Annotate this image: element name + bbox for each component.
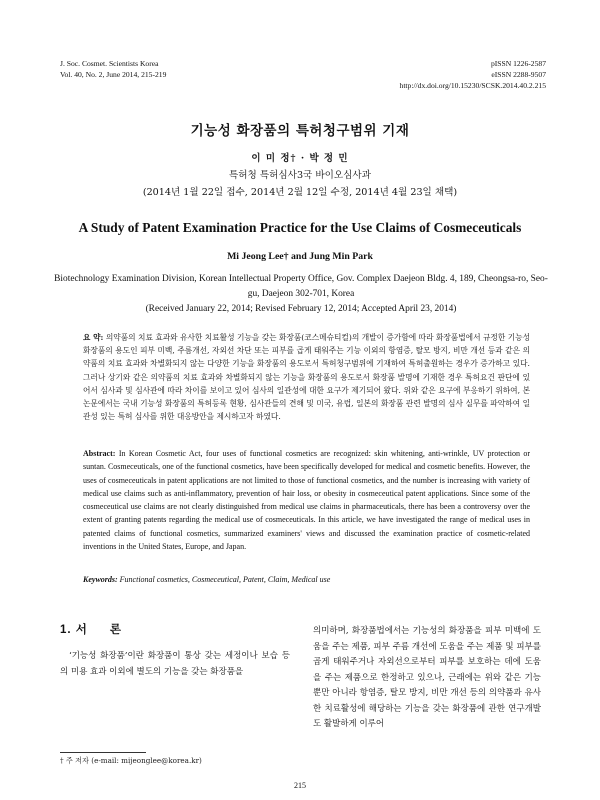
left-column xyxy=(60,621,290,680)
section-number: 1. 서 xyxy=(60,624,88,636)
english-abstract xyxy=(83,447,530,553)
footnote: † 주 저자 (e-mail: mijeonglee@korea.kr) xyxy=(60,756,202,765)
english-affiliation: Biotechnology Examination Division, Korean Intellectual Property Office, Gov. Complex Daejeon Bldg. 4, 189, Cheongsa-ro, Seo-gu, Daejeon 302-701, Korea xyxy=(54,274,548,299)
footnote-divider xyxy=(60,752,146,753)
korean-abstract xyxy=(83,331,530,423)
eissn: eISSN 2288-9507 xyxy=(491,70,546,79)
korean-affiliation-block xyxy=(0,167,600,201)
intro-paragraph-right: 의미하며, 화장품법에서는 기능성의 화장품을 피부 미백에 도움을 주는 제품, 피부 주름 개선에 도움을 주는 제품 및 피부를 곱게 태워주거나 자외선으로부터 피부를 보호하는 데에 도움을 주는 제품으로 한정하고 있으나, 근래에는 위와 같은 기능뿐만 아니라 항염증, 탈모 방지, 비만 개선 등의 의약품과 유사한 치료활성에 해당하는 기능을 갖는 화장품에 관한 연구개발도 활발하게 이루어 xyxy=(313,626,541,729)
abstract-text: In Korean Cosmetic Act, four uses of functional cosmetics are recognized: skin whitening, anti-wrinkle, UV protection or suntan. Cosmeceuticals, one of the functional cosmetics, have been specifically developed for medical and cosmetic benefits. However, the uses of cosmeceuticals in patent applications are not limited to those of functional cosmetics, and the number is increasing with variety of medical use claims such as anti-inflammatory, prevention of hair loss, or obesity in cosmeceutical patent applications. Since some of the cosmeceutical use claims are not clearly distinguished from medical use claims in pharmaceuticals, there has been a controversy over the extent of granting patents regarding the medical use of cosmeceuticals. In this article, we have investigated the range of medical uses in patented claims of functional cosmetics, summarized examiners' views and discussed the examination practice of cosmetic-related inventions in the United States, Europe, and Japan. xyxy=(83,449,530,552)
english-title: A Study of Patent Examination Practice for the Use Claims of Cosmeceuticals xyxy=(78,220,522,235)
doi-link[interactable]: http://dx.doi.org/10.15230/SCSK.2014.40.2.215 xyxy=(399,81,546,90)
keywords xyxy=(83,575,530,584)
journal-name: J. Soc. Cosmet. Scientists Korea xyxy=(60,59,159,68)
keywords-label: Keywords: xyxy=(83,575,118,584)
journal-volume: Vol. 40, No. 2, June 2014, 215-219 xyxy=(60,70,167,79)
intro-paragraph-left: ‘기능성 화장품’이란 화장품이 통상 갖는 세정이나 보습 등의 미용 효과 이외에 별도의 기능을 갖는 화장품을 xyxy=(60,651,290,677)
right-column xyxy=(313,624,541,733)
section-heading xyxy=(60,621,290,637)
english-dates: (Received January 22, 2014; Revised February 12, 2014; Accepted April 23, 2014) xyxy=(145,304,457,314)
korean-authors: 이 미 정† · 박 정 민 xyxy=(251,153,349,164)
english-affiliation-block xyxy=(52,272,550,317)
keywords-text: Functional cosmetics, Cosmeceutical, Patent, Claim, Medical use xyxy=(119,575,331,584)
korean-title: 기능성 화장품의 특허청구범위 기재 xyxy=(190,123,410,139)
abstract-label: Abstract: xyxy=(83,449,116,458)
pissn: pISSN 1226-2587 xyxy=(490,59,546,68)
journal-header-left xyxy=(60,58,166,80)
journal-header-right xyxy=(400,58,546,91)
page-number: 215 xyxy=(294,781,306,790)
section-title-end: 론 xyxy=(109,624,123,636)
english-authors: Mi Jeong Lee† and Jung Min Park xyxy=(227,251,373,262)
korean-abstract-text: 의약품의 치료 효과와 유사한 치료활성 기능을 갖는 화장품(코스메슈티컬)의 개발이 증가함에 따라 화장품법에서 규정한 기능성 화장품의 용도인 피부 미백, 주름개선, 자외선 차단 또는 피부를 곱게 태워주는 기능 이외의 항염증, 탈모 방지, 비만 개선 등과 같은 의약품의 치료 효과와 차별화되지 않는 다양한 기능을 화장품의 용도로서 특허청구범위에 기재하여 특허출원하는 경우가 증가하고 있다. 그러나 상기와 같은 의약품의 치료 효과와 차별화되지 않는 기능을 화장품의 용도로서 화장품 발명에 기재한 경우 특허요건 판단에 있어서 심사과 및 심사관에 따라 차이를 보이고 있어 심사의 일관성에 대한 요구가 제기되어 왔다. 위와 같은 요구에 부응하기 위하여, 본 논문에서는 국내 기능성 화장품의 특허등록 현황, 심사관들의 견해 및 미국, 유럽, 일본의 화장품 관련 발명의 심사 실무를 파악하여 일관성 있는 특허 심사를 위한 대응방안을 제시하고자 하였다. xyxy=(83,333,530,422)
korean-dates: (2014년 1월 22일 접수, 2014년 2월 12일 수정, 2014년 4월 23일 채택) xyxy=(142,187,458,198)
korean-affiliation: 특허청 특허심사3국 바이오심사과 xyxy=(229,170,371,181)
korean-abstract-label: 요 약: xyxy=(83,333,104,342)
